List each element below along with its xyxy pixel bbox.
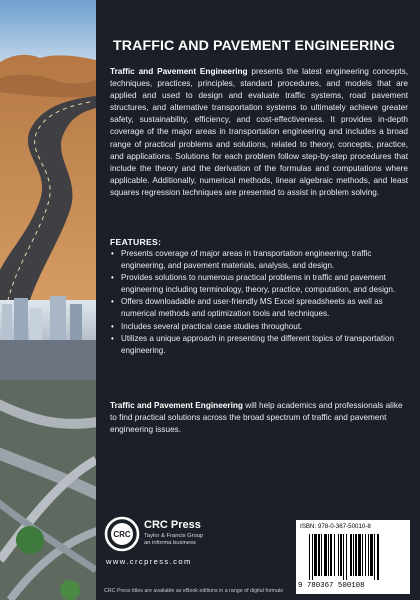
book-title: TRAFFIC AND PAVEMENT ENGINEERING bbox=[113, 38, 395, 54]
barcode-bar bbox=[370, 534, 373, 576]
features-list bbox=[110, 248, 408, 357]
feature-text: Presents coverage of major areas in transportation engineering: traffic engineering, and pavement materials, analysis, and design. bbox=[121, 249, 372, 271]
barcode-bar bbox=[343, 534, 344, 580]
barcode-bar bbox=[318, 534, 320, 576]
feature-item bbox=[110, 321, 408, 333]
barcode-digits: 9 780367 500108 bbox=[298, 582, 365, 590]
feature-text: Offers downloadable and user-friendly MS Excel spreadsheets as well as numerical methods and optimization tools and techniques. bbox=[121, 297, 383, 319]
barcode-bar bbox=[324, 534, 327, 576]
intro-paragraph bbox=[110, 66, 408, 199]
barcode-bar bbox=[340, 534, 342, 576]
publisher-tagline: an informa business bbox=[144, 540, 196, 546]
barcode-bar bbox=[365, 534, 366, 576]
isbn-barcode-box bbox=[296, 520, 410, 594]
ebook-note: CRC Press titles are available as eBook editions in a range of digital formats bbox=[104, 588, 284, 594]
publisher-name: CRC Press bbox=[144, 519, 201, 531]
bullet-icon: • bbox=[111, 249, 114, 258]
barcode-bar bbox=[330, 534, 332, 576]
barcode-bar bbox=[355, 534, 357, 576]
barcode-bar bbox=[338, 534, 339, 576]
highway-photo bbox=[0, 0, 96, 600]
cover-photo-strip bbox=[0, 0, 96, 600]
barcode-bar bbox=[334, 534, 335, 576]
intro-text: presents the latest engineering concepts, techniques, practices, principles, standard procedures, and models that are applied and used to design and evaluate traffic systems, road pavement structures, and alternative transportation systems to ultimately achieve greater safety, sustainability, efficiency, and cost-effectiveness. It provides in-depth coverage of the major areas in transportation engineering and includes a broad range of practical problems and solutions, related to theory, concepts, practice, and applications. Solutions for each problem follow step-by-step procedures that include the theory and the derivation of the formulas and computations where applicable. Additionally, numerical methods, linear algebraic methods, and least squares regression techniques are presented to assist in problem solving. bbox=[110, 67, 408, 197]
feature-item bbox=[110, 296, 408, 320]
barcode-bar bbox=[353, 534, 354, 576]
barcode-bar bbox=[314, 534, 317, 576]
barcode-bar bbox=[350, 534, 352, 576]
barcode-bar bbox=[362, 534, 363, 576]
barcode-bar bbox=[374, 534, 375, 580]
intro-title: Traffic and Pavement Engineering bbox=[110, 67, 248, 76]
publisher-url: www.crcpress.com bbox=[106, 557, 192, 566]
isbn-label: ISBN: 978-0-367-50010-8 bbox=[300, 523, 371, 530]
feature-item bbox=[110, 333, 408, 357]
feature-text: Utilizes a unique approach in presenting the different topics of transportation engineering. bbox=[121, 333, 394, 355]
bullet-icon: • bbox=[111, 333, 114, 343]
closing-paragraph bbox=[110, 400, 408, 436]
crc-press-logo-icon bbox=[104, 516, 140, 552]
barcode-bar bbox=[321, 534, 322, 576]
bullet-icon: • bbox=[111, 297, 114, 307]
feature-item bbox=[110, 272, 408, 296]
bullet-icon: • bbox=[111, 273, 114, 283]
feature-item bbox=[110, 248, 408, 272]
barcode-icon bbox=[308, 534, 400, 580]
barcode-bar bbox=[309, 534, 310, 580]
feature-text: Includes several practical case studies throughout. bbox=[121, 321, 303, 331]
feature-text: Provides solutions to numerous practical problems in traffic and pavement engineering including terminology, theory, practice, computation, and design. bbox=[121, 273, 396, 295]
barcode-bar bbox=[368, 534, 369, 576]
bullet-icon: • bbox=[111, 321, 114, 331]
barcode-bar bbox=[328, 534, 329, 576]
barcode-bar bbox=[312, 534, 313, 580]
publisher-group: Taylor & Francis Group bbox=[144, 533, 204, 539]
publisher-block bbox=[104, 516, 284, 566]
barcode-bar bbox=[358, 534, 361, 576]
closing-title: Traffic and Pavement Engineering bbox=[110, 401, 243, 410]
logo-text: CRC bbox=[113, 530, 131, 539]
barcode-bar bbox=[377, 534, 379, 580]
features-heading: FEATURES: bbox=[110, 237, 162, 247]
barcode-bar bbox=[346, 534, 347, 580]
closing-text: will help academics and professionals alike to find practical solutions across the broad spectrum of traffic and pavement engineering issues. bbox=[110, 401, 403, 435]
